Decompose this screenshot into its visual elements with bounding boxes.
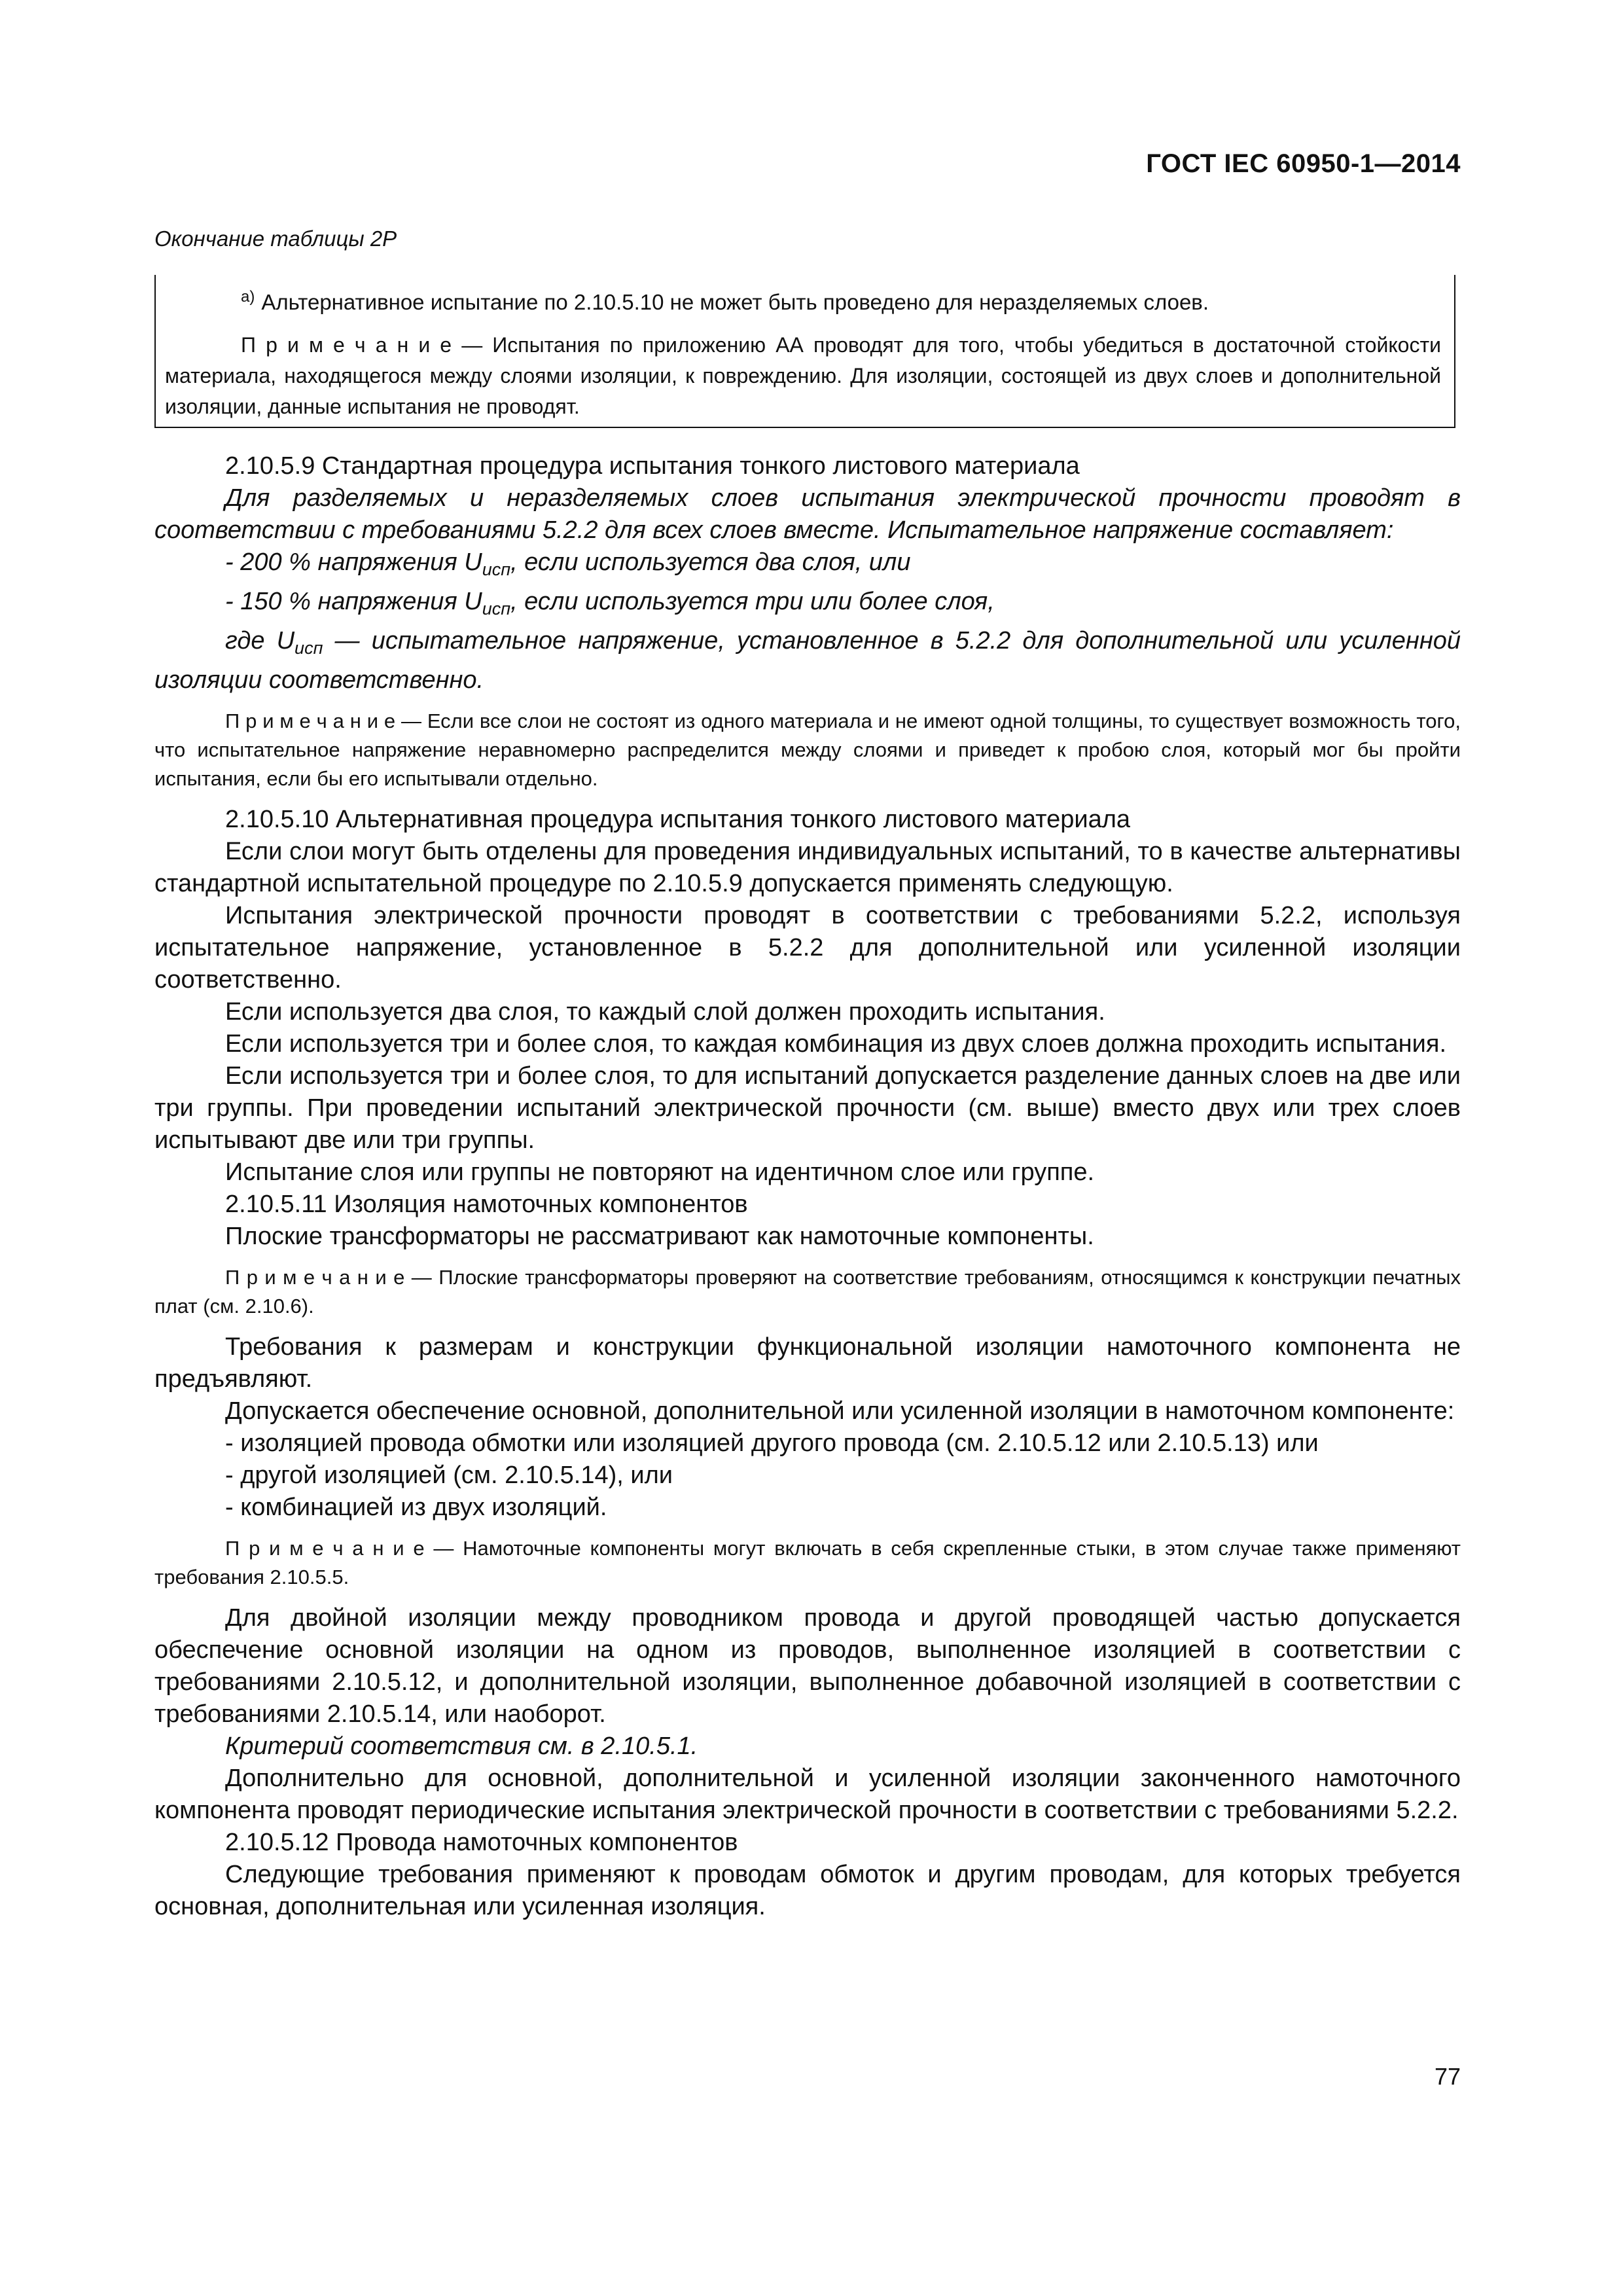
section-heading-2-10-5-10: 2.10.5.10 Альтернативная процедура испытания тонкого листового материала [225,806,1131,833]
note-label: П р и м е ч а н и е [241,333,452,357]
list-item: - 200 % напряжения $U_{исп}$, если используется два слоя, или [225,548,911,579]
paragraph: Следующие требования применяют к проводам обмоток и другим проводам, для которых требуется основная, дополнительная или усиленная изоляция. [154,1861,1461,1920]
section-heading-2-10-5-12: 2.10.5.12 Провода намоточных компонентов [225,1829,738,1856]
page-number: 77 [1434,2063,1461,2090]
compliance-criterion: Критерий соответствия см. в 2.10.5.1. [225,1732,698,1760]
paragraph: Для двойной изоляции между проводником провода и другой проводящей частью допускается обеспечение основной изоляции на одном из проводов, выполненное изоляцией в соответствии с требованиями 2.10.5.12, и дополнительной изоляции, выполненное добавочной изоляцией в соответствии с требованиями 2.10.5.14, или наоборот. [154,1604,1461,1728]
paragraph: Испытание слоя или группы не повторяют на идентичном слое или группе. [225,1158,1095,1186]
table-end-box [154,275,1455,428]
footnote-marker: a) [241,288,255,306]
paragraph: Допускается обеспечение основной, дополнительной или усиленной изоляции в намоточном компоненте: [225,1397,1455,1425]
section-heading-2-10-5-11: 2.10.5.11 Изоляция намоточных компонентов [225,1191,748,1218]
list-item: - комбинацией из двух изоляций. [225,1494,607,1521]
table-footnote [241,288,1209,315]
document-header: ГОСТ IEC 60950-1—2014 [1146,149,1461,178]
table-caption: Окончание таблицы 2Р [154,226,397,251]
note: П р и м е ч а н и е — Если все слои не состоят из одного материала и не имеют одной толщины, то существует возможность того, что испытательное напряжение неравномерно распределится между слоями и приведет к пробою слоя, который мог бы пройти испытания, если бы его испытывали отдельно. [154,709,1461,790]
paragraph: Если слои могут быть отделены для проведения индивидуальных испытаний, то в качестве альтернативы стандартной испытательной процедуре по 2.10.5.9 допускается применять следующую. [154,838,1461,897]
list-item: - другой изоляцией (см. 2.10.5.14), или [225,1462,673,1489]
paragraph: Если используется два слоя, то каждый слой должен проходить испытания. [225,998,1105,1026]
paragraph: Для разделяемых и неразделяемых слоев испытания электрической прочности проводят в соответствии с требованиями 5.2.2 для всех слоев вместе. Испытательное напряжение составляет: [154,484,1461,544]
paragraph: Требования к размерам и конструкции функциональной изоляции намоточного компонента не предъявляют. [154,1333,1461,1393]
section-heading-2-10-5-9: 2.10.5.9 Стандартная процедура испытания тонкого листового материала [225,452,1080,480]
note-text: — Испытания по приложению АА проводят для того, чтобы убедиться в достаточной стойкости материала, находящегося между слоями изоляции, к повреждению. Для изоляции, состоящей из двух слоев и дополнительной изоляции, данные испытания не проводят. [165,333,1442,418]
footnote-text: Альтернативное испытание по 2.10.5.10 не может быть проведено для неразделяемых слоев. [261,290,1209,314]
note: П р и м е ч а н и е — Плоские трансформаторы проверяют на соответствие требованиям, относящимся к конструкции печатных плат (см. 2.10.6). [154,1266,1461,1318]
paragraph: Дополнительно для основной, дополнительной и усиленной изоляции законченного намоточного компонента проводят периодические испытания электрической прочности в соответствии с требованиями 5.2.2. [154,1765,1461,1824]
paragraph: Если используется три и более слоя, то каждая комбинация из двух слоев должна проходить испытания. [225,1030,1447,1058]
paragraph: Если используется три и более слоя, то для испытаний допускается разделение данных слоев на две или три группы. При проведении испытаний электрической прочности (см. выше) вместо двух или трех слоев испытывают две или три группы. [154,1062,1461,1154]
paragraph: Испытания электрической прочности проводят в соответствии с требованиями 5.2.2, используя испытательное напряжение, установленное в 5.2.2 для дополнительной или усиленной изоляции соответственно. [154,902,1461,994]
main-text [154,450,1461,1923]
table-note [165,330,1441,422]
paragraph: Плоские трансформаторы не рассматривают как намоточные компоненты. [225,1223,1094,1250]
paragraph: где $U_{исп}$ — испытательное напряжение, установленное в 5.2.2 для дополнительной или усиленной изоляции соответственно. [154,627,1461,694]
note: П р и м е ч а н и е — Намоточные компоненты могут включать в себя скрепленные стыки, в этом случае также применяют требования 2.10.5.5. [154,1537,1461,1588]
list-item: - изоляцией провода обмотки или изоляцией другого провода (см. 2.10.5.12 или 2.10.5.13) или [225,1429,1319,1457]
list-item: - 150 % напряжения $U_{исп}$, если используется три или более слоя, [225,588,995,619]
